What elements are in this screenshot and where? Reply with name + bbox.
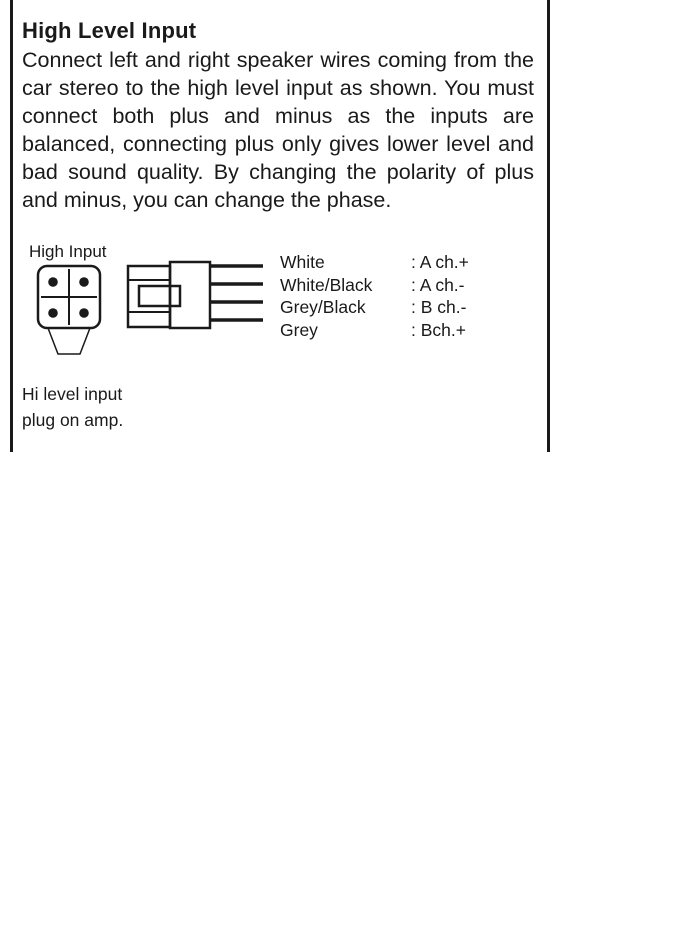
wire-color: White <box>280 252 325 272</box>
caption-line: Hi level input <box>22 384 123 404</box>
wire-color-table <box>280 251 469 341</box>
wire-row <box>280 251 469 274</box>
wire-channel: : Bch.+ <box>411 319 466 340</box>
wire-row <box>280 296 469 319</box>
wire-row <box>280 274 469 297</box>
caption-line: plug on amp. <box>22 410 124 430</box>
wire-channel: : A ch.- <box>411 274 465 295</box>
amp-socket-icon <box>38 266 100 354</box>
high-input-label: High Input <box>29 242 107 261</box>
plug-caption <box>22 381 123 433</box>
wire-color: Grey/Black <box>280 297 366 317</box>
wire-leads <box>210 266 263 320</box>
socket-pin <box>79 308 89 318</box>
wire-color: White/Black <box>280 274 373 295</box>
socket-pin <box>48 277 58 287</box>
wire-channel: : B ch.- <box>411 297 467 317</box>
wire-channel: : A ch.+ <box>411 252 469 272</box>
instructions-paragraph: Connect left and right speaker wires coming from the car stereo to the high level input as shown. You must connect both plus and minus as the inputs are balanced, connecting plus only gives lower level and bad sound quality. By changing the polarity of plus and minus, you can change the phase. <box>22 48 534 212</box>
socket-pin <box>79 277 89 287</box>
wire-plug-icon <box>128 262 210 328</box>
socket-pin <box>48 308 58 318</box>
wire-row <box>280 319 469 342</box>
wire-color: Grey <box>280 319 318 340</box>
section-title: High Level Input <box>22 18 197 43</box>
